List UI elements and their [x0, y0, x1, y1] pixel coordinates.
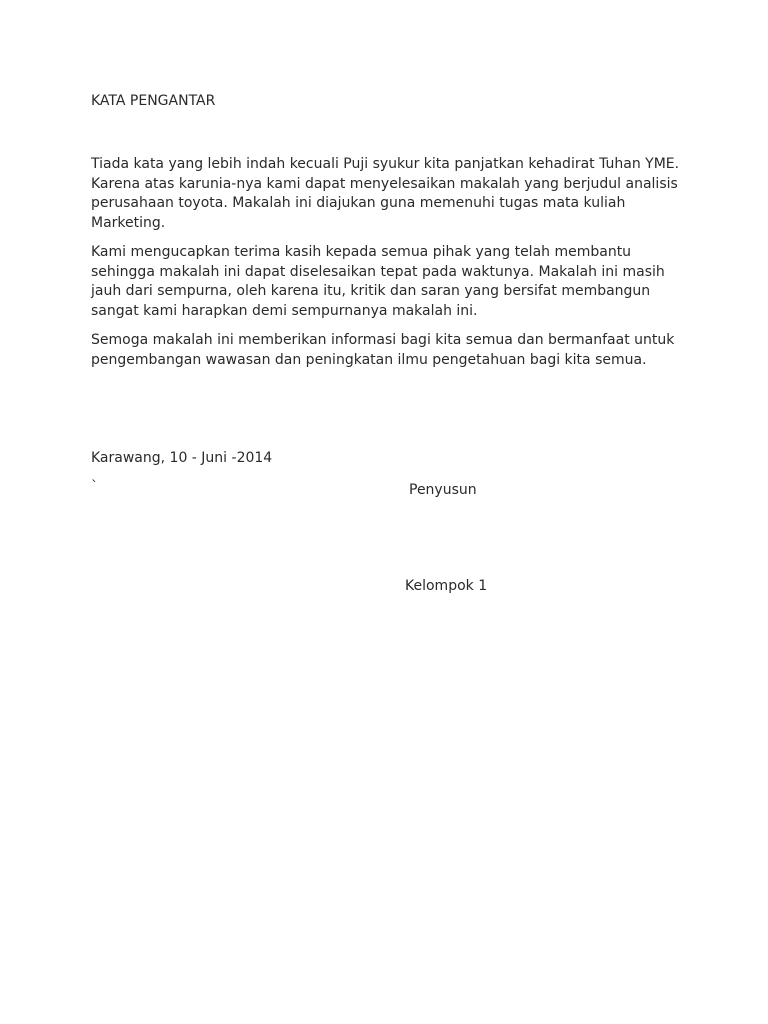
- place-date: Karawang, 10 - Juni -2014: [91, 450, 273, 466]
- paragraph-1: Tiada kata yang lebih indah kecuali Puji syukur kita panjatkan kehadirat Tuhan YME. Karena atas karunia-nya kami dapat menyelesaikan makalah yang berjudul analisis perusahaan toyota. Makalah ini diajukan guna memenuhi tugas mata kuliah Marketing.: [91, 156, 680, 231]
- document-title: KATA PENGANTAR: [91, 93, 216, 109]
- paragraph-2: Kami mengucapkan terima kasih kepada semua pihak yang telah membantu sehingga makalah ini dapat diselesaikan tepat pada waktunya. Makalah ini masih jauh dari sempurna, oleh karena itu, kritik dan saran yang bersifat membangun sangat kami harapkan demi sempurnanya makalah ini.: [91, 244, 665, 319]
- paragraph-3: Semoga makalah ini memberikan informasi bagi kita semua dan bermanfaat untuk pengembangan wawasan dan peningkatan ilmu pengetahuan bagi kita semua.: [91, 332, 675, 368]
- signature-role: Penyusun: [409, 482, 477, 498]
- signature-name: Kelompok 1: [405, 578, 488, 594]
- stray-backtick: `: [91, 479, 98, 495]
- document-body: [91, 155, 691, 380]
